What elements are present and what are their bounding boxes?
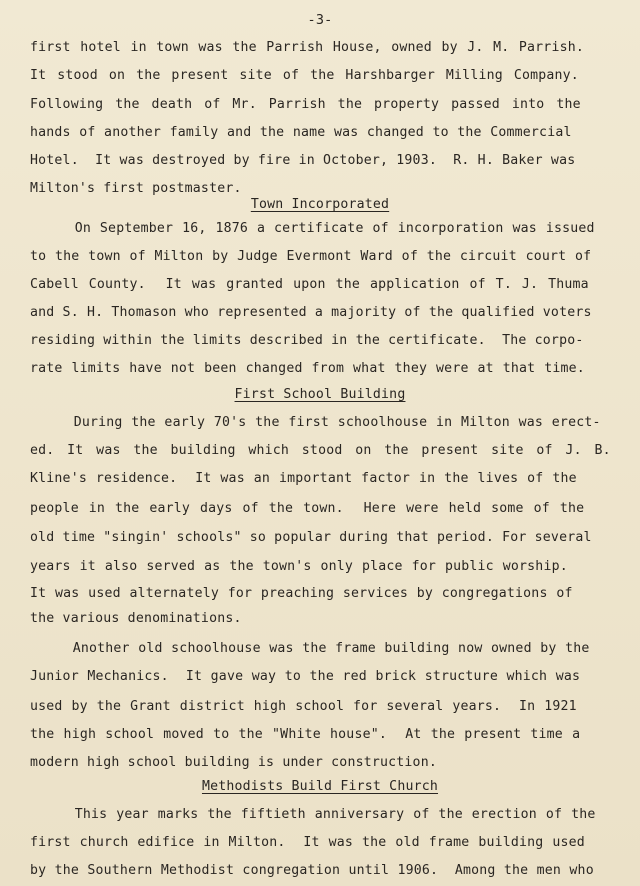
text-line: On September 16, 1876 a certificate of incorporation was issued: [30, 221, 595, 236]
text-line: old time "singin' schools" so popular during that period. For several: [30, 530, 592, 545]
text-line: residing within the limits described in the certificate. The corpo-: [30, 333, 584, 348]
text-line: Another old schoolhouse was the frame building now owned by the: [30, 641, 590, 656]
section-heading: Town Incorporated: [250, 197, 390, 212]
text-line: Junior Mechanics. It gave way to the red brick structure which was: [30, 669, 581, 684]
text-line: years it also served as the town's only place for public worship.: [30, 559, 568, 574]
text-line: During the early 70's the first schoolhouse in Milton was erect-: [30, 415, 601, 430]
text-line: Kline's residence. It was an important factor in the lives of the: [30, 471, 577, 486]
text-line: hands of another family and the name was changed to the Commercial: [30, 125, 572, 140]
text-line: ed. It was the building which stood on the present site of J. B.: [30, 443, 611, 458]
text-line: It stood on the present site of the Harshbarger Milling Company.: [30, 68, 579, 83]
text-line: Following the death of Mr. Parrish the property passed into the: [30, 97, 581, 112]
text-line: the high school moved to the "White house". At the present time a: [30, 727, 581, 742]
text-line: first church edifice in Milton. It was the old frame building used: [30, 835, 585, 850]
text-line: modern high school building is under construction.: [30, 755, 437, 770]
section-heading: Methodists Build First Church: [201, 779, 439, 794]
text-line: Milton's first postmaster.: [30, 181, 242, 196]
text-line: by the Southern Methodist congregation until 1906. Among the men who: [30, 863, 594, 878]
text-line: used by the Grant district high school for several years. In 1921: [30, 699, 577, 714]
text-line: first hotel in town was the Parrish House, owned by J. M. Parrish.: [30, 40, 585, 55]
page-number: -3-: [307, 12, 333, 28]
section-heading: First School Building: [234, 387, 406, 402]
text-line: Hotel. It was destroyed by fire in October, 1903. R. H. Baker was: [30, 153, 576, 168]
text-line: Cabell County. It was granted upon the application of T. J. Thuma: [30, 277, 589, 292]
text-line: rate limits have not been changed from what they were at that time.: [30, 361, 585, 376]
text-line: This year marks the fiftieth anniversary of the erection of the: [30, 807, 596, 822]
text-line: people in the early days of the town. Here were held some of the: [30, 501, 585, 516]
text-line: the various denominations.: [30, 611, 242, 626]
text-line: to the town of Milton by Judge Evermont Ward of the circuit court of: [30, 249, 592, 264]
text-line: and S. H. Thomason who represented a majority of the qualified voters: [30, 305, 592, 320]
text-line: It was used alternately for preaching services by congregations of: [30, 586, 573, 601]
